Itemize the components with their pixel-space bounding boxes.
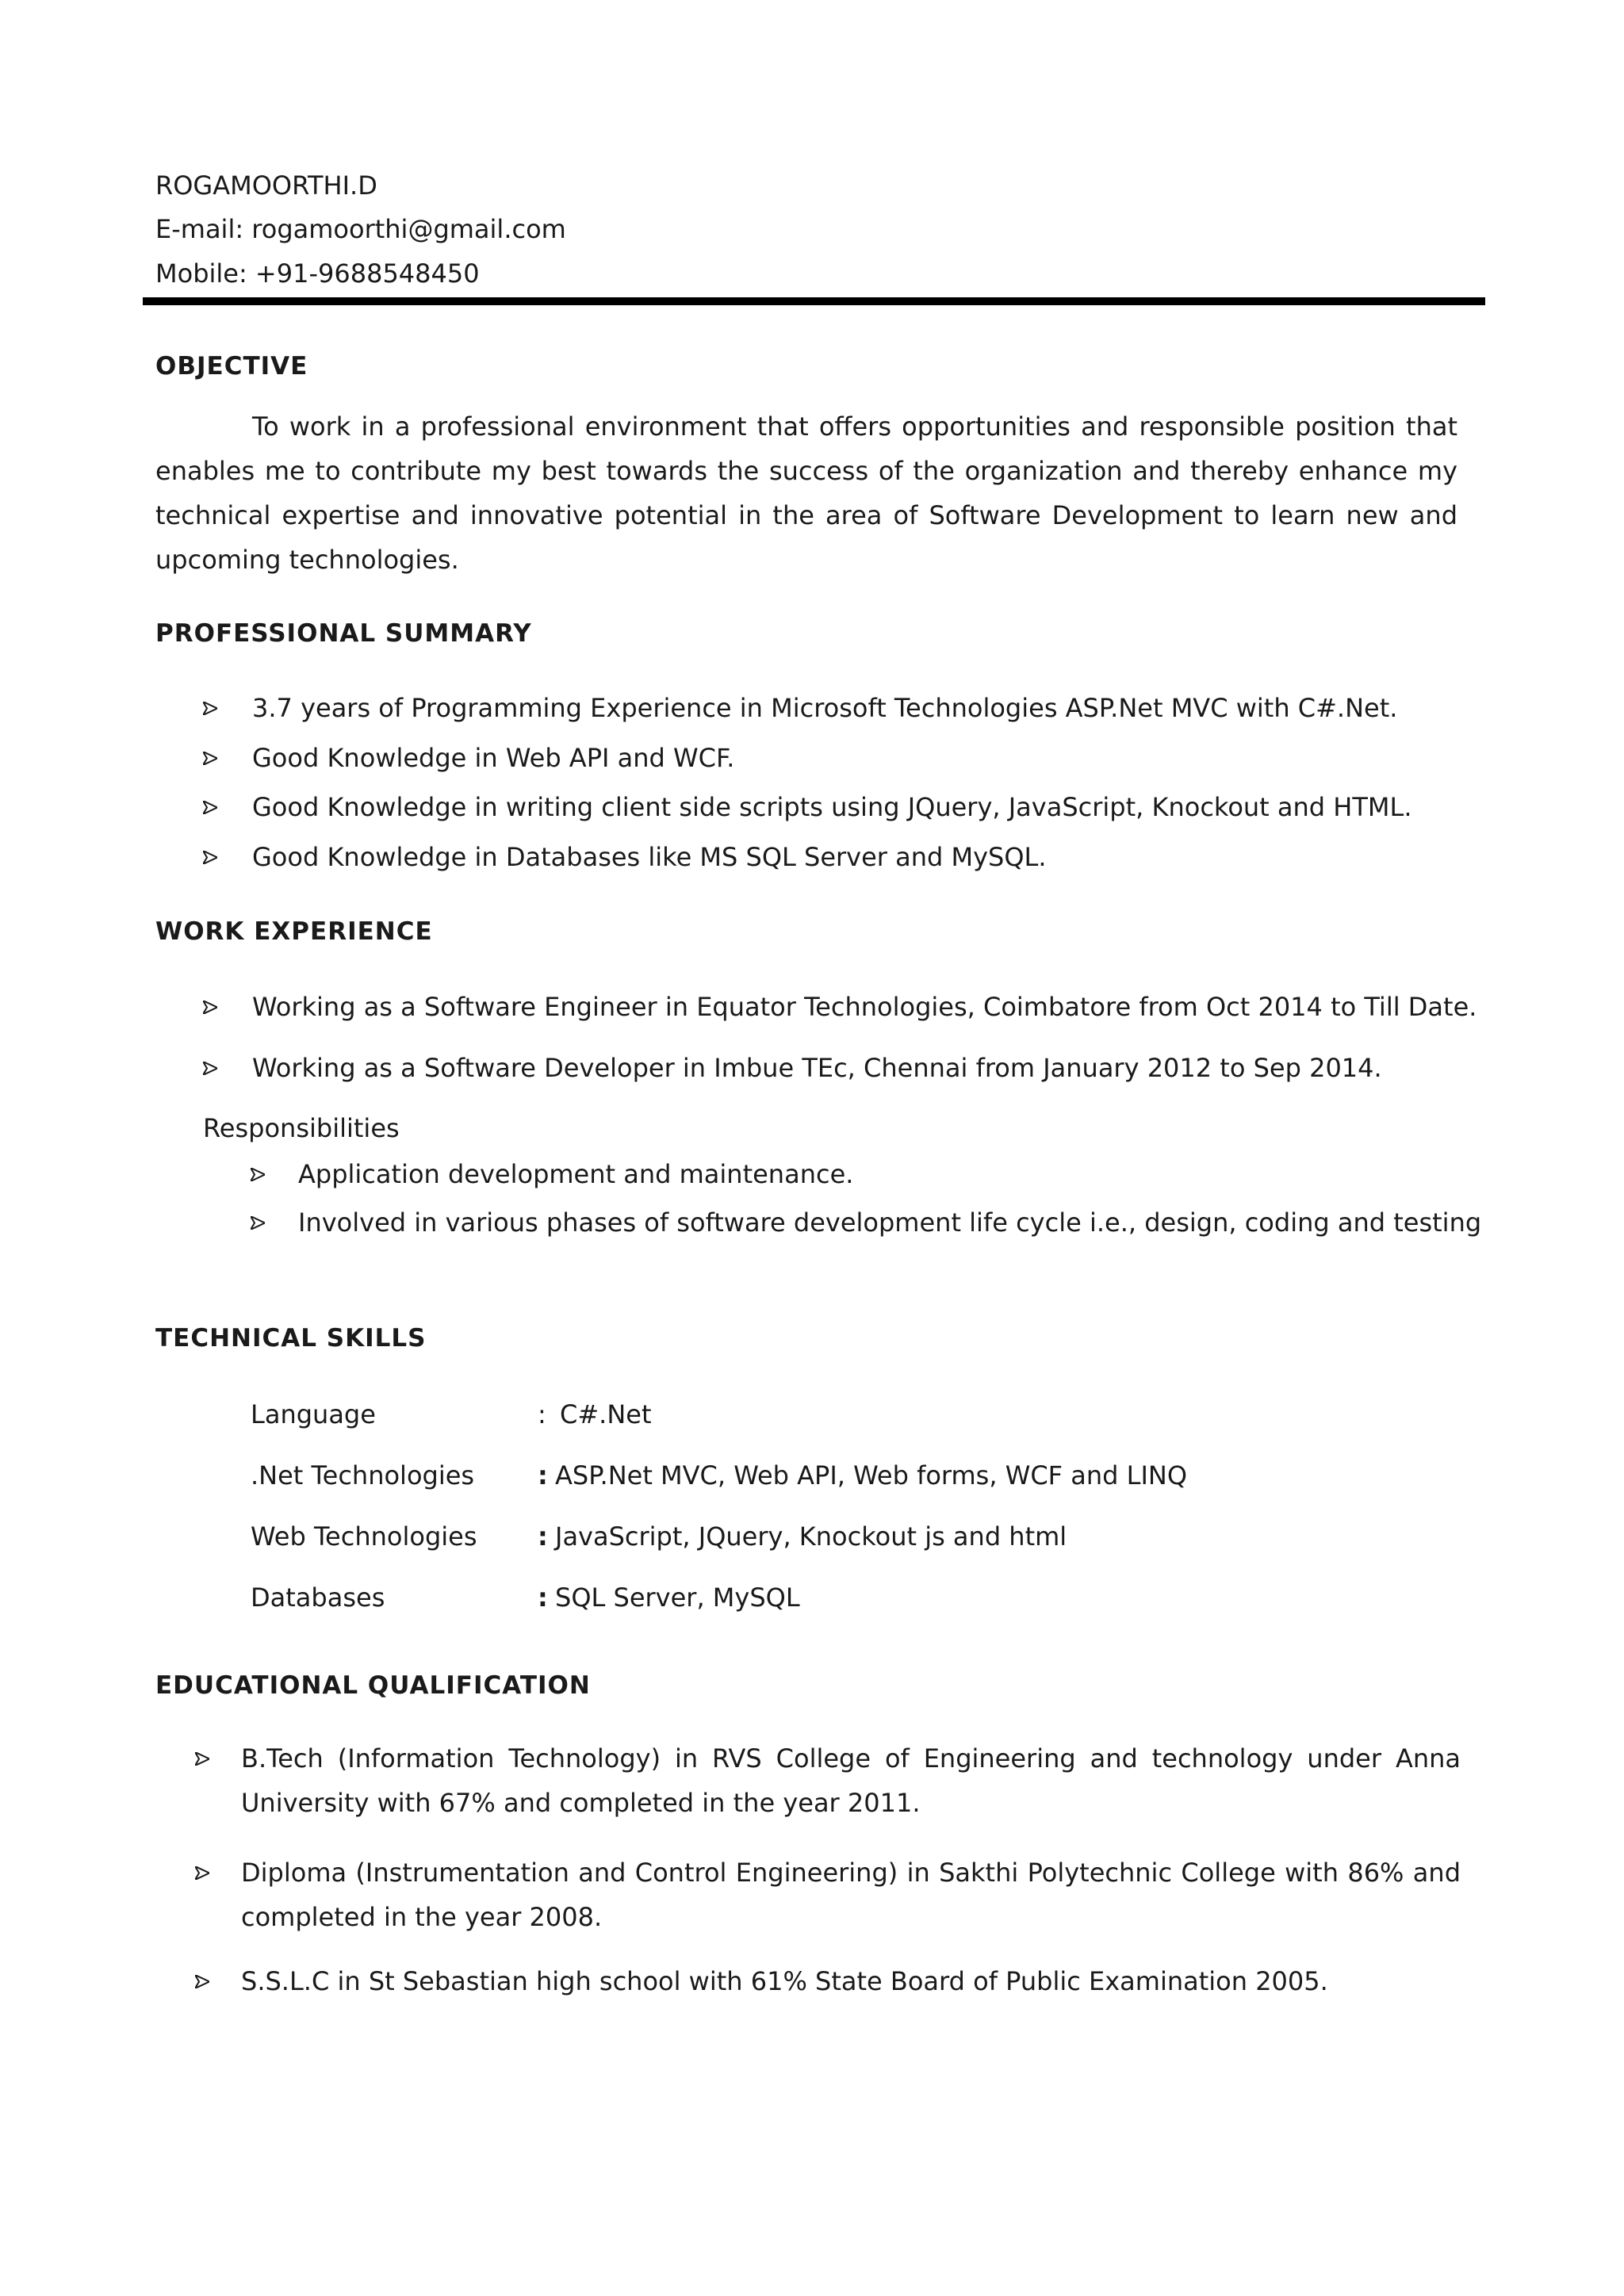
- arrowhead-bullet-icon: [203, 1052, 219, 1084]
- experience-heading: WORK EXPERIENCE: [155, 917, 433, 946]
- arrowhead-bullet-icon: [195, 1959, 211, 2003]
- arrowhead-bullet-icon: [203, 841, 219, 873]
- skill-value: C#.Net: [560, 1399, 652, 1429]
- arrowhead-bullet-icon: [203, 742, 219, 774]
- skill-colon: :: [538, 1582, 548, 1613]
- summary-item: Good Knowledge in Web API and WCF.: [203, 742, 734, 774]
- education-item: Diploma (Instrumentation and Control Engineering) in Sakthi Polytechnic College with 86% and completed in the year 2008.: [195, 1850, 1461, 1939]
- responsibilities-label: Responsibilities: [203, 1113, 400, 1143]
- summary-item: Good Knowledge in writing client side scripts using JQuery, JavaScript, Knockout and HTML.: [203, 791, 1411, 823]
- education-heading: EDUCATIONAL QUALIFICATION: [155, 1671, 591, 1700]
- education-item: S.S.L.C in St Sebastian high school with 61% State Board of Public Examination 2005.: [195, 1959, 1328, 2003]
- summary-item: 3.7 years of Programming Experience in Microsoft Technologies ASP.Net MVC with C#.Net.: [203, 692, 1397, 724]
- responsibility-item: Application development and maintenance.: [251, 1158, 853, 1190]
- skill-value: JavaScript, JQuery, Knockout js and html: [555, 1521, 1067, 1552]
- summary-item: Good Knowledge in Databases like MS SQL Server and MySQL.: [203, 841, 1047, 873]
- objective-text: To work in a professional environment that offers opportunities and responsible position that enables me to contribute my best towards the success of the organization and thereby enhance my technical expertise and innovative potential in the area of Software Development to learn new and upcoming technologies.: [155, 411, 1457, 575]
- skill-colon: :: [538, 1399, 546, 1429]
- arrowhead-bullet-icon: [203, 692, 219, 724]
- education-item: B.Tech (Information Technology) in RVS College of Engineering and technology under Anna University with 67% and completed in the year 2011.: [195, 1736, 1461, 1825]
- skill-label: Databases: [251, 1582, 385, 1613]
- summary-heading: PROFESSIONAL SUMMARY: [155, 619, 532, 648]
- arrowhead-bullet-icon: [251, 1158, 266, 1190]
- experience-item: Working as a Software Engineer in Equator Technologies, Coimbatore from Oct 2014 to Till Date.: [203, 991, 1477, 1023]
- arrowhead-bullet-icon: [203, 991, 219, 1023]
- responsibility-item: Involved in various phases of software development life cycle i.e., design, coding and testing: [251, 1207, 1481, 1238]
- arrowhead-bullet-icon: [251, 1207, 266, 1238]
- skill-value: SQL Server, MySQL: [555, 1582, 800, 1613]
- arrowhead-bullet-icon: [195, 1736, 211, 1781]
- skill-label: Language: [251, 1399, 376, 1429]
- arrowhead-bullet-icon: [195, 1850, 211, 1895]
- skill-colon: :: [538, 1521, 548, 1552]
- skill-label: .Net Technologies: [251, 1460, 475, 1490]
- skill-colon: :: [538, 1460, 548, 1490]
- arrowhead-bullet-icon: [203, 791, 219, 823]
- skill-label: Web Technologies: [251, 1521, 477, 1552]
- objective-heading: OBJECTIVE: [155, 352, 308, 381]
- mobile-line: Mobile: +91-9688548450: [155, 258, 480, 289]
- experience-item: Working as a Software Developer in Imbue TEc, Chennai from January 2012 to Sep 2014.: [203, 1052, 1382, 1084]
- header-divider: [143, 297, 1485, 305]
- skills-heading: TECHNICAL SKILLS: [155, 1324, 427, 1353]
- candidate-name: ROGAMOORTHI.D: [155, 170, 377, 201]
- skill-value: ASP.Net MVC, Web API, Web forms, WCF and LINQ: [555, 1460, 1188, 1490]
- email-line: E-mail: rogamoorthi@gmail.com: [155, 214, 566, 244]
